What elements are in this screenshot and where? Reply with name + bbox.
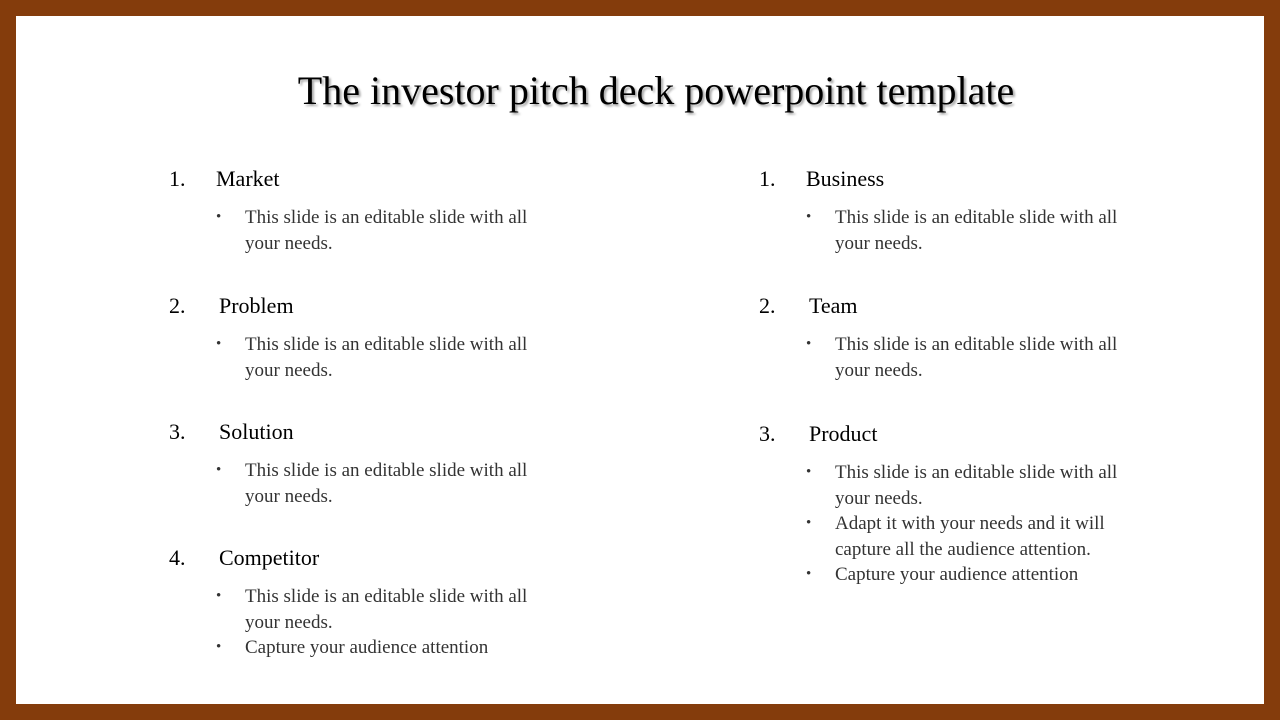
bullet-icon: • [216,209,222,225]
section-number: 3. [759,421,776,446]
section-number: 2. [169,293,186,318]
bullet-item: • Adapt it with your needs and it will capture all the audience attention. [806,513,1105,560]
bullet-item: • This slide is an editable slide with all your needs. [806,462,1118,509]
bullet-icon: • [806,464,812,480]
section-number: 1. [169,166,186,191]
section-number: 4. [169,545,186,570]
bullet-icon: • [216,639,222,656]
bullet-item: • This slide is an editable slide with all your needs. [216,207,528,254]
bullet-item: • This slide is an editable slide with all your needs. [806,207,1118,254]
section-heading: Problem [219,293,294,318]
section-number: 2. [759,293,776,318]
bullet-item: • Capture your audience attention [759,562,1145,588]
section-number: 1. [759,166,776,191]
bullet-icon: • [806,336,812,352]
bullet-item: • This slide is an editable slide with all your needs. [216,586,528,633]
bullet-icon: • [806,566,812,583]
bullet-icon: • [216,462,222,478]
slide-title: The investor pitch deck powerpoint template [297,68,1015,113]
bullet-item: • This slide is an editable slide with all your needs. [216,460,528,507]
left-section-competitor [169,545,555,661]
bullet-item: • Capture your audience attention [169,635,555,661]
left-section-market [169,166,555,256]
section-heading: Business [806,166,885,191]
bullet-item: • This slide is an editable slide with all your needs. [806,334,1118,381]
section-heading: Product [809,421,878,446]
section-number: 3. [169,419,186,444]
left-section-solution [169,419,555,509]
bullet-item: • This slide is an editable slide with all your needs. [216,334,528,381]
section-heading: Team [809,293,858,318]
bullet-icon: • [216,336,222,352]
bullet-icon: • [216,588,222,604]
right-section-team [759,293,1145,383]
left-section-problem [169,293,555,383]
section-heading: Competitor [219,545,320,570]
bullet-icon: • [806,209,812,225]
right-section-business [759,166,1145,256]
section-heading: Market [216,166,280,191]
section-heading: Solution [219,419,294,444]
bullet-icon: • [806,515,812,532]
right-section-product [759,421,1145,588]
